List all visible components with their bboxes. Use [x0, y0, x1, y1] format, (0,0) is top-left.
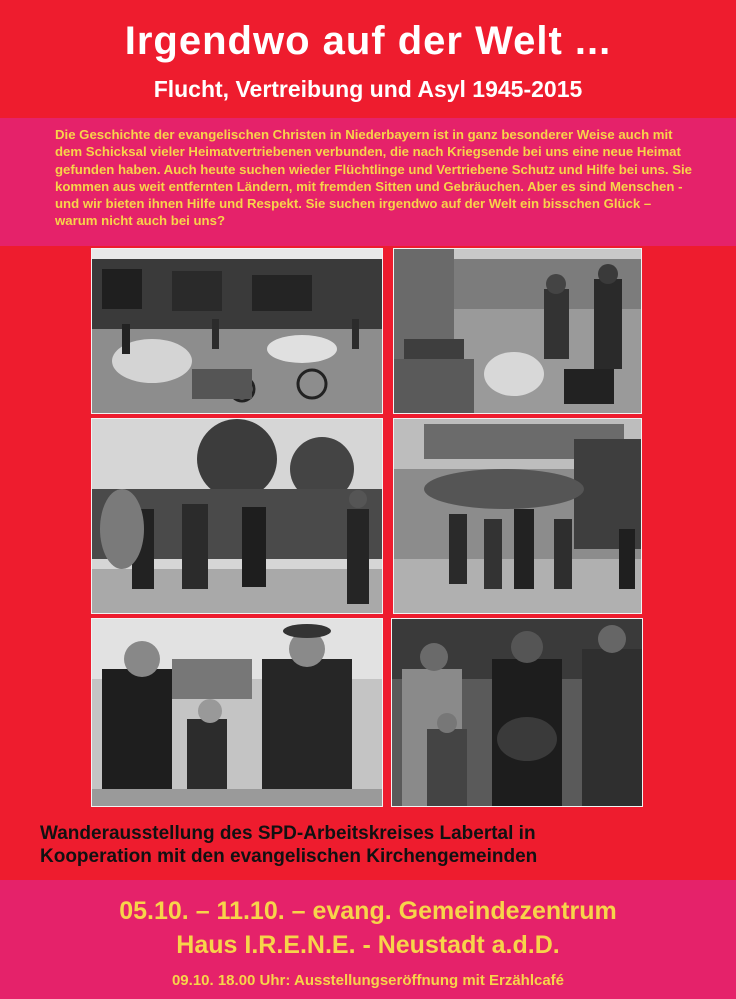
refugees-train-1945-photo	[91, 248, 383, 414]
refugees-crowd-1945-photo	[91, 418, 383, 614]
exhibition-caption	[40, 822, 720, 868]
exhibition-dates: 05.10. – 11.10. – evang. Gemeindezentrum	[119, 897, 617, 925]
photo-grid	[0, 246, 736, 811]
footer-band	[0, 880, 736, 999]
poster-title: Irgendwo auf der Welt ...	[124, 19, 612, 63]
refugee-family-1945-photo	[91, 618, 383, 807]
exhibition-venue: Haus I.R.E.N.E. - Neustadt a.d.D.	[176, 931, 560, 959]
opening-event: 09.10. 18.00 Uhr: Ausstellungseröffnung mit Erzählcafé	[171, 972, 565, 989]
caption-line-2: Kooperation mit den evangelischen Kirchengemeinden	[40, 846, 538, 867]
refugees-march-2015-photo	[393, 418, 642, 614]
refugee-family-2015-photo	[391, 618, 643, 807]
intro-text: Die Geschichte der evangelischen Christen in Niederbayern ist in ganz besonderer Weise auch mit dem Schicksal vieler Heimatvertriebenen verbunden, die nach Kriegsende bei uns eine neue Heimat gefunden haben. Auch heute suchen wieder Flüchtlinge und Vertriebene Schutz und Hilfe bei uns. Sie kommen aus weit entfernten Ländern, mit fremden Sitten und Gebräuchen. Aber es sind Menschen - und wir bieten ihnen Hilfe und Respekt. Sie suchen irgendwo auf der Welt ein bisschen Glück – warum nicht auch bei uns?	[55, 127, 692, 229]
intro-band	[0, 118, 736, 246]
poster-subtitle: Flucht, Vertreibung und Asyl 1945-2015	[153, 76, 583, 102]
refugees-train-2015-photo	[393, 248, 642, 414]
header	[0, 0, 736, 118]
caption-line-1: Wanderausstellung des SPD-Arbeitskreises Labertal in	[40, 823, 536, 844]
